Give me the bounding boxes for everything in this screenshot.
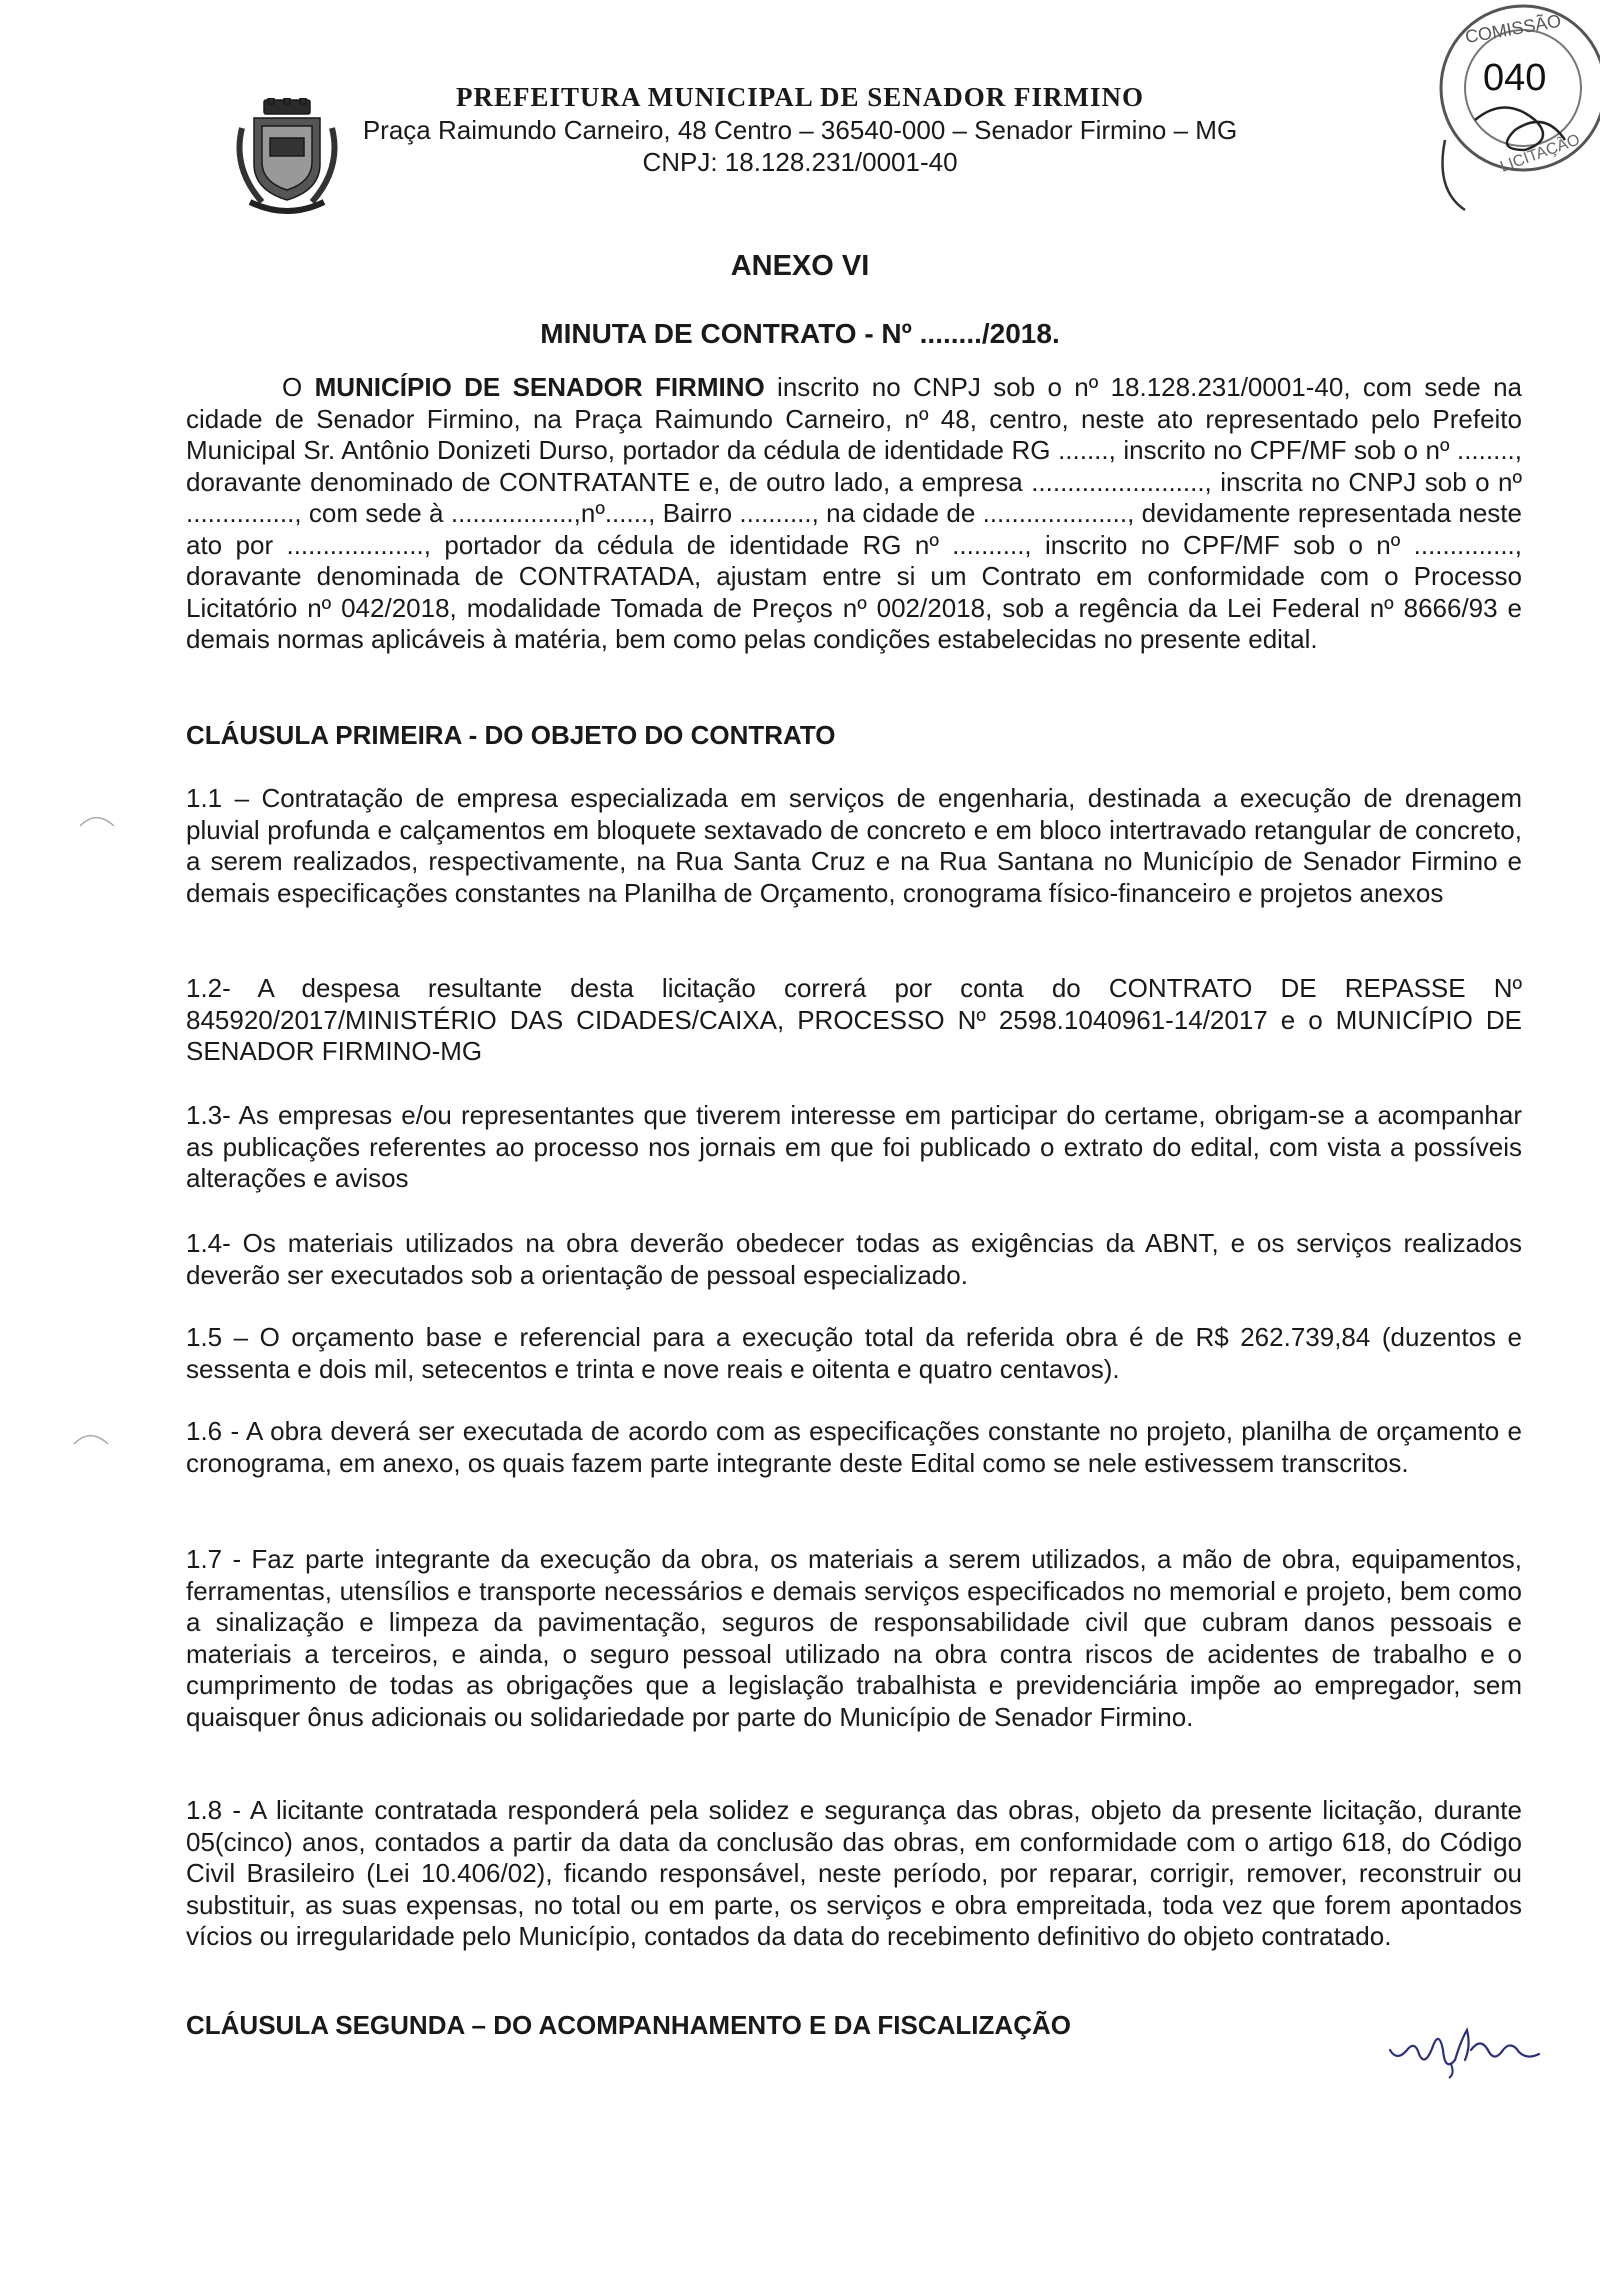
intro-paragraph xyxy=(186,372,1522,656)
intro-lead: O xyxy=(282,372,303,402)
annex-title: ANEXO VI xyxy=(730,250,870,282)
commission-stamp-icon xyxy=(1405,0,1600,230)
item-1-1 xyxy=(186,783,1522,909)
margin-mark-icon xyxy=(78,812,118,832)
contract-title-text: MINUTA DE CONTRATO - Nº ......../2018. xyxy=(540,318,1060,349)
item-1-4: 1.4- Os materiais utilizados na obra deverão obedecer todas as exigências da ABNT, e os serviços realizados deverão ser executados sob a orientação de pessoal especializado. xyxy=(186,1228,1522,1290)
item-1-2: 1.2- A despesa resultante desta licitação correrá por conta do CONTRATO DE REPASSE Nº 845920/2017/MINISTÉRIO DAS CIDADES/CAIXA, PROCESSO Nº 2598.1040961-14/2017 e o MUNICÍPIO DE SENADOR FIRMINO-MG xyxy=(186,973,1522,1066)
contract-title xyxy=(0,318,1600,350)
item-1-7: 1.7 - Faz parte integrante da execução da obra, os materiais a serem utilizados, a mão de obra, equipamentos, ferramentas, utensílios e transporte necessários e demais serviços especificados no memorial e projeto, bem como a sinalização e limpeza da pavimentação, seguros de responsabilidade civil que cubram danos pessoais e materiais a terceiros, e ainda, o seguro pessoal utilizado na obra contra riscos de acidentes de trabalho e o cumprimento de todas as obrigações que a legislação trabalhista e previdenciária impõe ao empregador, sem quaisquer ônus adicionais ou solidariedade por parte do Município de Senador Firmino. xyxy=(186,1544,1522,1732)
clause-2-title: CLÁUSULA SEGUNDA – DO ACOMPANHAMENTO E DA FISCALIZAÇÃO xyxy=(186,2010,1071,2040)
intro-rest: inscrito no CNPJ sob o nº 18.128.231/0001-40, com sede na cidade de Senador Firmino, na Praça Raimundo Carneiro, nº 48, centro, neste ato representado pelo Prefeito Municipal Sr. Antônio Donizeti Durso, portador da cédula de identidade RG ......., inscrito no CPF/MF sob o nº ........, doravante denominado de CONTRATANTE e, de outro lado, a empresa ........................, inscrita no CNPJ sob o nº ..............., com sede à .................,nº......, Bairro .........., na cidade de ...................., devidamente representada neste ato por ..................., portador da cédula de identidade RG nº .........., inscrito no CPF/MF sob o nº .............., doravante denominada de CONTRATADA, ajustam entre si um Contrato em conformidade com o Processo Licitatório nº 042/2018, modalidade Tomada de Preços nº 002/2018, sob a regência da Lei Federal nº 8666/93 e demais normas aplicáveis à matéria, bem como pelas condições estabelecidas no presente edital. xyxy=(186,372,1522,654)
stamp-top-text: COMISSÃO xyxy=(1463,10,1563,48)
institution-cnpj: CNPJ: 18.128.231/0001-40 xyxy=(642,147,958,177)
item-1-6: 1.6 - A obra deverá ser executada de acordo com as especificações constante no projeto, planilha de orçamento e cronograma, em anexo, os quais fazem parte integrante deste Edital como se nele estivessem transcritos. xyxy=(186,1416,1522,1478)
institution-address: Praça Raimundo Carneiro, 48 Centro – 36540-000 – Senador Firmino – MG xyxy=(362,115,1238,145)
letterhead xyxy=(0,80,1600,178)
item-1-1-text: 1.1 – Contratação de empresa especializada em serviços de engenharia, destinada a execução de drenagem pluvial profunda e calçamentos em bloquete sextavado de concreto e em bloco intertravado retangular de concreto, a serem realizados, respectivamente, na Rua Santa Cruz e na Rua Santana no Município de Senador Firmino e demais especificações constantes na Planilha de Orçamento, cronograma físico-financeiro e projetos anexos xyxy=(186,783,1522,908)
municipality-name: MUNICÍPIO DE SENADOR FIRMINO xyxy=(314,372,765,402)
institution-name: PREFEITURA MUNICIPAL DE SENADOR FIRMINO xyxy=(455,82,1145,112)
stamp-bottom-text: LICITAÇÃO xyxy=(1498,131,1583,176)
item-1-5: 1.5 – O orçamento base e referencial para a execução total da referida obra é de R$ 262.739,84 (duzentos e sessenta e dois mil, setecentos e trinta e nove reais e oitenta e quatro centavos). xyxy=(186,1322,1522,1384)
item-1-8: 1.8 - A licitante contratada responderá pela solidez e segurança das obras, objeto da presente licitação, durante 05(cinco) anos, contados a partir da data da conclusão das obras, em conformidade com o artigo 618, do Código Civil Brasileiro (Lei 10.406/02), ficando responsável, neste período, por reparar, corrigir, remover, reconstruir ou substituir, as suas expensas, no total ou em parte, os serviços e obra empreitada, toda vez que forem apontados vícios ou irregularidade pelo Município, contados da data do recebimento definitivo do objeto contratado. xyxy=(186,1795,1522,1951)
signature-icon xyxy=(1385,2010,1545,2080)
item-1-3: 1.3- As empresas e/ou representantes que tiverem interesse em participar do certame, obrigam-se a acompanhar as publicações referentes ao processo nos jornais em que foi publicado o extrato do edital, com vista a possíveis alterações e avisos xyxy=(186,1100,1522,1193)
clause-1-title: CLÁUSULA PRIMEIRA - DO OBJETO DO CONTRATO xyxy=(186,720,836,750)
margin-mark-icon xyxy=(72,1430,112,1450)
page-number-handwritten: 040 xyxy=(1483,57,1547,99)
